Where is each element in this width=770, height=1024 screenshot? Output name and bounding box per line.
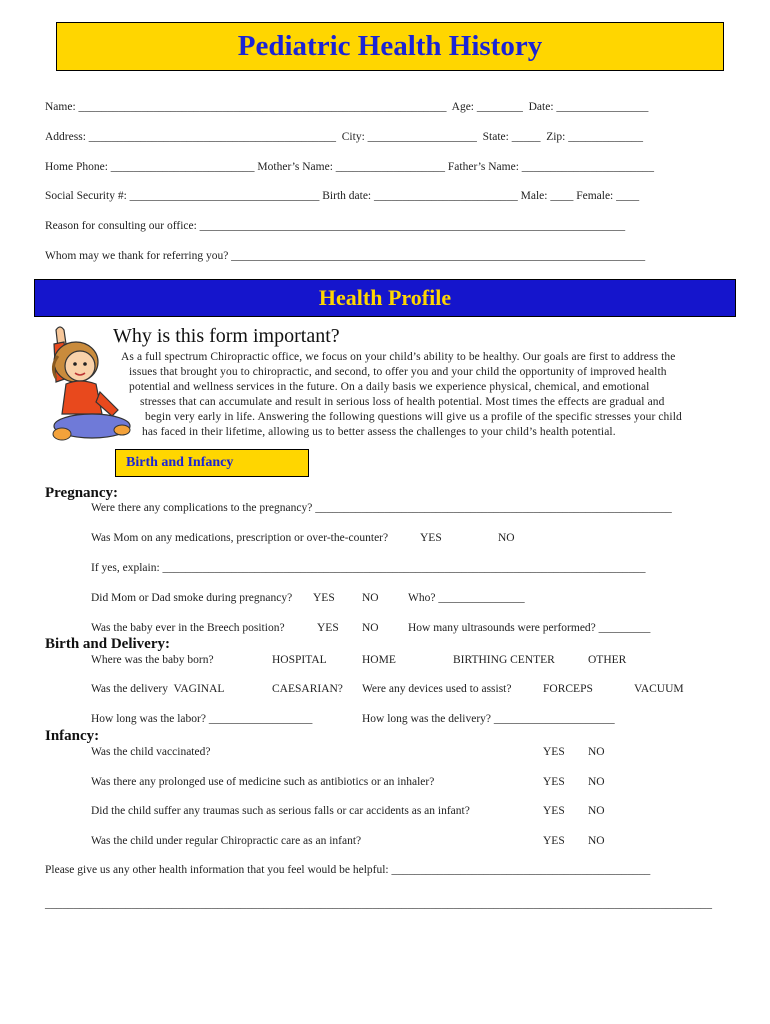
why-heading: Why is this form important? (113, 325, 340, 347)
medications-question: Was Mom on any medications, prescription or over-the-counter? (91, 532, 389, 544)
medicine-yes[interactable]: YES (543, 776, 565, 788)
breech-no[interactable]: NO (362, 622, 379, 634)
breech-yes[interactable]: YES (317, 622, 339, 634)
name-line[interactable]: Name: ________________________________________________________________ Age: ________ Date: ________________ (45, 101, 649, 113)
why-line-1: As a full spectrum Chiropractic office, we focus on your child’s ability to be healthy. Our goals are first to address the (121, 351, 676, 363)
born-other[interactable]: OTHER (588, 654, 627, 666)
referral-line[interactable]: Whom may we thank for referring you? ________________________________________________________________________ (45, 250, 646, 262)
breech-question: Was the baby ever in the Breech position? (91, 622, 285, 634)
health-profile-banner (34, 279, 736, 317)
devices-question: Were any devices used to assist? (362, 683, 512, 695)
delivery-caesarian[interactable]: CAESARIAN? (272, 683, 343, 695)
phone-line[interactable]: Home Phone: _________________________ Mother’s Name: ___________________ Father’s Name: _______________________ (45, 161, 655, 173)
traumas-question: Did the child suffer any traumas such as serious falls or car accidents as an infant? (91, 805, 470, 817)
complications-question[interactable]: Were there any complications to the pregnancy? ______________________________________________________________ (91, 502, 672, 514)
why-line-4: stresses that can accumulate and result in serious loss of health potential. Most times the effects are gradual and (140, 396, 665, 408)
traumas-yes[interactable]: YES (543, 805, 565, 817)
chiropractic-question: Was the child under regular Chiropractic care as an infant? (91, 835, 362, 847)
traumas-no[interactable]: NO (588, 805, 605, 817)
why-line-5: begin very early in life. Answering the following questions will give us a profile of the specific stresses your child (145, 411, 682, 423)
birth-delivery-heading: Birth and Delivery: (45, 636, 170, 652)
smoke-yes[interactable]: YES (313, 592, 335, 604)
smoke-question: Did Mom or Dad smoke during pregnancy? (91, 592, 293, 604)
chiropractic-yes[interactable]: YES (543, 835, 565, 847)
labor-line[interactable]: How long was the labor? __________________ (91, 713, 313, 725)
smoke-no[interactable]: NO (362, 592, 379, 604)
why-line-2: issues that brought you to chiropractic, and second, to offer you and your child the opportunity of improved health (129, 366, 667, 378)
ultrasounds-line[interactable]: How many ultrasounds were performed? _________ (408, 622, 651, 634)
chiropractic-no[interactable]: NO (588, 835, 605, 847)
infancy-heading: Infancy: (45, 728, 100, 744)
reason-line[interactable]: Reason for consulting our office: __________________________________________________________________________ (45, 220, 626, 232)
medications-no[interactable]: NO (498, 532, 515, 544)
born-hospital[interactable]: HOSPITAL (272, 654, 327, 666)
born-home[interactable]: HOME (362, 654, 396, 666)
devices-vacuum[interactable]: VACUUM (634, 683, 684, 695)
birth-infancy-label: Birth and Infancy (126, 455, 234, 470)
other-info-line[interactable]: Please give us any other health information that you feel would be helpful: _____________________________________________ (45, 864, 651, 876)
why-line-6: has faced in their lifetime, allowing us to better assess the challenges to your child’s health potential. (142, 426, 616, 438)
ssn-line[interactable]: Social Security #: _________________________________ Birth date: _________________________ Male: ____ Female: ____ (45, 190, 640, 202)
medicine-question: Was there any prolonged use of medicine such as antibiotics or an inhaler? (91, 776, 435, 788)
pregnancy-heading: Pregnancy: (45, 485, 119, 501)
born-question: Where was the baby born? (91, 654, 214, 666)
born-birthing-center[interactable]: BIRTHING CENTER (453, 654, 555, 666)
blank-line[interactable]: ____________________________________________________________________________________________________________________ (45, 898, 712, 910)
who-line[interactable]: Who? _______________ (408, 592, 525, 604)
why-line-3: potential and wellness services in the future. On a daily basis we experience physical, chemical, and emotional (129, 381, 650, 393)
medicine-no[interactable]: NO (588, 776, 605, 788)
page-title: Pediatric Health History (237, 30, 543, 62)
devices-forceps[interactable]: FORCEPS (543, 683, 593, 695)
address-line[interactable]: Address: ___________________________________________ City: ___________________ State: _____ Zip: _____________ (45, 131, 643, 143)
title-banner (56, 22, 724, 71)
birth-infancy-banner (115, 449, 309, 477)
health-profile-title: Health Profile (318, 285, 452, 310)
delivery-question[interactable]: Was the delivery VAGINAL (91, 683, 225, 695)
vaccinated-no[interactable]: NO (588, 746, 605, 758)
delivery-length-line[interactable]: How long was the delivery? _____________________ (362, 713, 615, 725)
explain-line[interactable]: If yes, explain: ____________________________________________________________________________________ (91, 562, 646, 574)
vaccinated-yes[interactable]: YES (543, 746, 565, 758)
vaccinated-question: Was the child vaccinated? (91, 746, 211, 758)
medications-yes[interactable]: YES (420, 532, 442, 544)
